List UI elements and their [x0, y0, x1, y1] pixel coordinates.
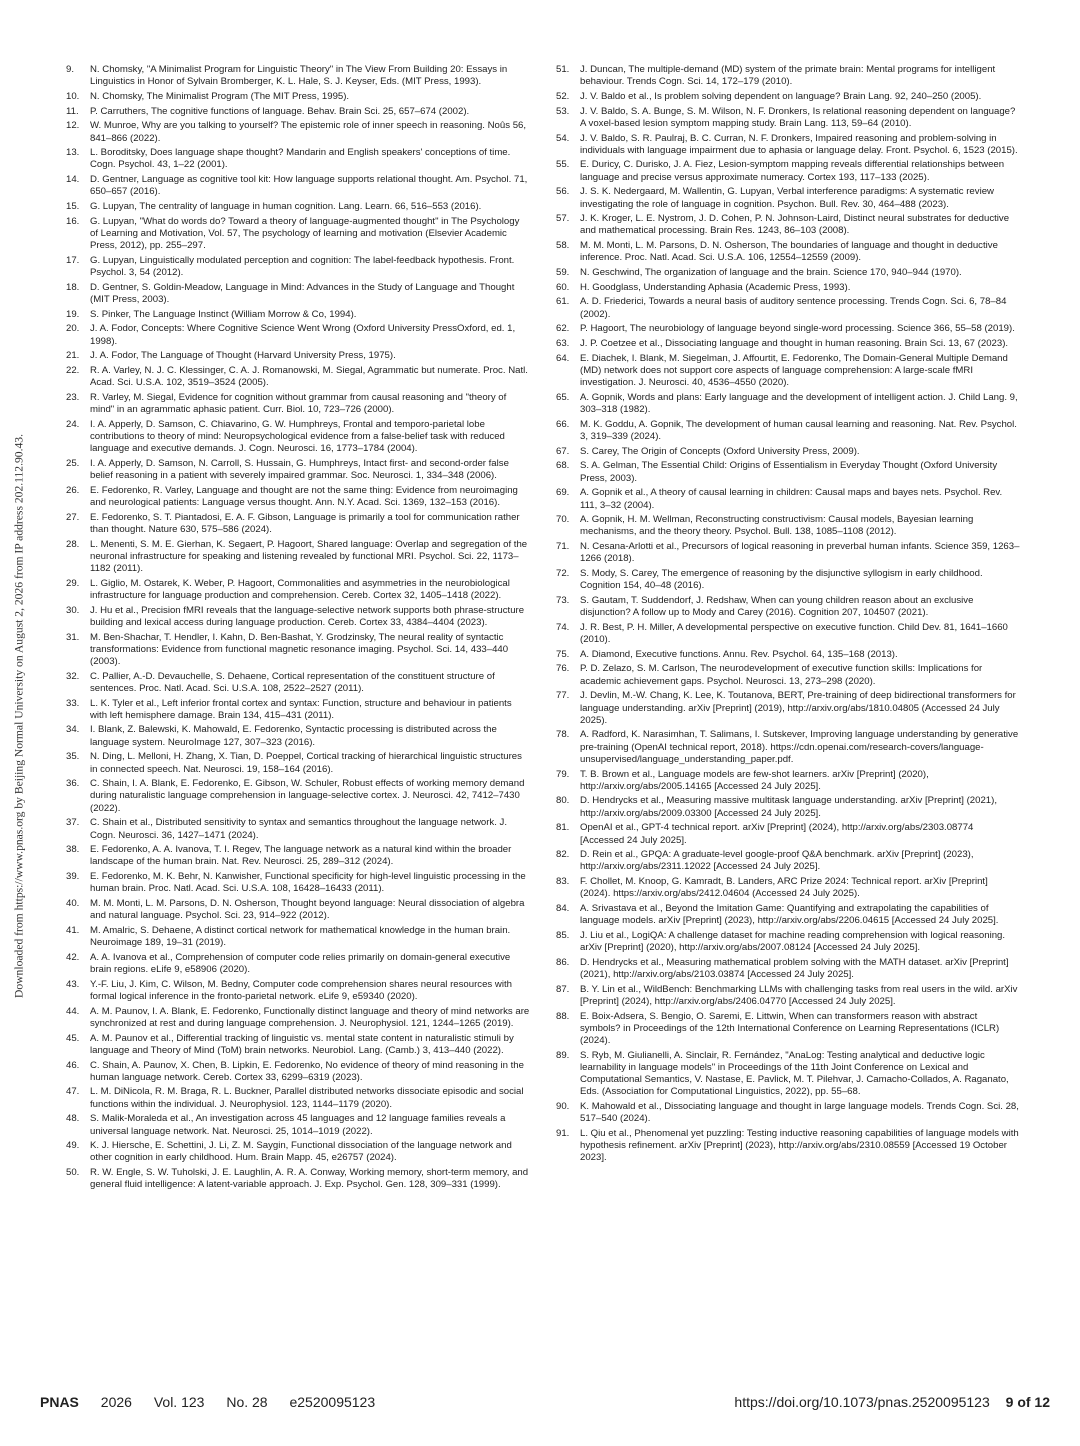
reference-text: M. K. Goddu, A. Gopnik, The development of human causal learning and reasoning. Nat. Rev. Psychol. 3, 319–339 (2024). — [580, 418, 1017, 442]
reference-text: S. Mody, S. Carey, The emergence of reasoning by the disjunctive syllogism in early childhood. Cognition 154, 40–48 (2016). — [580, 568, 983, 592]
reference-text: J. Duncan, The multiple-demand (MD) system of the primate brain: Mental programs for intelligent behaviour. Trends Cogn. Sci. 14, 172–179 (2010). — [580, 64, 996, 88]
reference-text: K. J. Hiersche, E. Schettini, J. Li, Z. M. Saygin, Functional dissociation of the language network and other cognition in early childhood. Hum. Brain Mapp. 45, e26757 (2024). — [90, 1140, 512, 1164]
references-column-right — [552, 64, 1020, 1167]
reference-number: 9. — [66, 64, 75, 75]
reference-text: A. Gopnik et al., A theory of causal learning in children: Causal maps and bayes nets. Psychol. Rev. 111, 3–32 (2004). — [580, 487, 1003, 511]
reference-item — [552, 282, 1020, 294]
reference-item — [62, 309, 530, 321]
references-column-left — [62, 64, 530, 1194]
reference-item — [62, 216, 530, 253]
reference-number: 90. — [556, 1101, 570, 1113]
reference-text: N. Chomsky, The Minimalist Program (The MIT Press, 1995). — [90, 90, 350, 102]
reference-number: 85. — [556, 930, 570, 941]
reference-item — [62, 1113, 530, 1137]
footer-article-id: e2520095123 — [289, 1394, 376, 1410]
reference-item — [552, 186, 1020, 210]
reference-text: E. Fedorenko, M. K. Behr, N. Kanwisher, Functional specificity for high-level linguistic processing in the human brain. Proc. Natl. Acad. Sci. U.S.A. 108, 16428–16433 (2011). — [90, 871, 526, 895]
reference-item — [552, 690, 1020, 727]
reference-text: J. V. Baldo, S. A. Bunge, S. M. Wilson, N. F. Dronkers, Is relational reasoning dependent on language? A voxel-based lesion symptom mapping study. Brain Lang. 113, 59–64 (2010). — [580, 105, 1016, 129]
reference-item — [552, 729, 1020, 766]
reference-item — [62, 64, 530, 88]
reference-number: 55. — [556, 159, 570, 171]
reference-number: 27. — [66, 511, 80, 523]
reference-text: L. Qiu et al., Phenomenal yet puzzling: Testing inductive reasoning capabilities of language models with hypothesis refinement. arXiv [Preprint] (2023), http://arxiv.org/abs/2310.08559 [Accessed 19 October 2023]. — [580, 1128, 1019, 1164]
reference-number: 11. — [66, 105, 79, 117]
reference-text: J. K. Kroger, L. E. Nystrom, J. D. Cohen, P. N. Johnson-Laird, Distinct neural substrates for deductive and mathematical processing. Brain Res. 1243, 86–103 (2008). — [580, 213, 1010, 237]
reference-item — [62, 174, 530, 198]
reference-text: A. Diamond, Executive functions. Annu. Rev. Psychol. 64, 135–168 (2013). — [580, 648, 898, 660]
reference-text: P. Carruthers, The cognitive functions of language. Behav. Brain Sci. 25, 657–674 (2002). — [90, 105, 470, 117]
reference-text: L. Boroditsky, Does language shape thought? Mandarin and English speakers' conceptions of time. Cogn. Psychol. 43, 1–22 (2001). — [90, 147, 511, 171]
reference-text: A. M. Paunov, I. A. Blank, E. Fedorenko, Functionally distinct language and theory of mind networks are synchronized at rest and during language comprehension. J. Neurophysiol. 121, 1244–1265 (2019). — [90, 1005, 530, 1029]
reference-number: 73. — [556, 594, 570, 606]
reference-text: A. D. Friederici, Towards a neural basis of auditory sentence processing. Trends Cogn. Sci. 6, 78–84 (2002). — [580, 296, 1007, 320]
reference-item — [552, 64, 1020, 88]
reference-number: 50. — [66, 1167, 80, 1179]
reference-number: 34. — [66, 724, 80, 736]
reference-number: 70. — [556, 514, 570, 526]
reference-number: 67. — [556, 445, 570, 457]
reference-text: I. A. Apperly, D. Samson, C. Chiavarino, G. W. Humphreys, Frontal and temporo-parietal lobe contributions to theory of mind: Neuropsychological evidence from a false-belief task with reduced language and executive demands. J. Cogn. Neurosci. 16, 1773–1784 (2004). — [90, 418, 505, 455]
reference-item — [552, 419, 1020, 443]
reference-item — [62, 485, 530, 509]
reference-text: N. Chomsky, "A Minimalist Program for Linguistic Theory" in The View From Building 20: Essays in Linguistics in Honor of Sylvain Bromberger, K. L. Hale, S. J. Keyser, Eds. (MIT Press, 1993). — [90, 64, 508, 88]
reference-number: 86. — [556, 956, 570, 968]
reference-number: 19. — [66, 308, 80, 320]
reference-item — [552, 622, 1020, 646]
reference-number: 13. — [66, 147, 80, 159]
reference-item — [552, 338, 1020, 350]
reference-text: G. Lupyan, "What do words do? Toward a theory of language-augmented thought" in The Psychology of Learning and Motivation, Vol. 57, The psychology of learning and motivation (Elsevier Academic Press, 2012), pp. 255–297. — [90, 215, 520, 252]
reference-number: 15. — [66, 201, 80, 213]
reference-number: 79. — [556, 768, 570, 780]
reference-text: R. Varley, M. Siegal, Evidence for cognition without grammar from causal reasoning and "theory of mind" in an agrammatic aphasic patient. Curr. Biol. 10, 723–726 (2000). — [90, 391, 507, 416]
reference-item — [552, 1011, 1020, 1048]
reference-item — [552, 460, 1020, 484]
reference-item — [62, 282, 530, 306]
footer-number: No. 28 — [226, 1394, 268, 1410]
reference-item — [552, 240, 1020, 264]
reference-item — [62, 147, 530, 171]
reference-text: J. V. Baldo, S. R. Paulraj, B. C. Curran, N. F. Dronkers, Impaired reasoning and problem-solving in individuals with language impairment due to aphasia or language delay. Front. Psychol. 6, 1523 (2015). — [580, 132, 1018, 156]
reference-number: 48. — [66, 1113, 80, 1125]
reference-number: 32. — [66, 670, 80, 682]
reference-item — [552, 957, 1020, 981]
reference-text: E. Fedorenko, R. Varley, Language and thought are not the same thing: Evidence from neuroimaging and neurological patients: Language versus thought. Ann. N.Y. Acad. Sci. 1369, 132–153 (2016). — [90, 484, 518, 508]
reference-text: M. M. Monti, L. M. Parsons, D. N. Osherson, The boundaries of language and thought in deductive inference. Proc. Natl. Acad. Sci. U.S.A. 106, 12554–12559 (2009). — [580, 240, 998, 264]
reference-text: A. A. Ivanova et al., Comprehension of computer code relies primarily on domain-general executive brain regions. eLife 9, e58906 (2020). — [90, 951, 511, 976]
reference-text: M. Amalric, S. Dehaene, A distinct cortical network for mathematical knowledge in the human brain. Neuroimage 189, 19–31 (2019). — [90, 925, 511, 949]
reference-item — [552, 323, 1020, 335]
reference-list-right — [552, 64, 1020, 1165]
reference-number: 38. — [66, 844, 80, 856]
reference-text: J. Devlin, M.-W. Chang, K. Lee, K. Toutanova, BERT, Pre-training of deep bidirectional transformers for language understanding. arXiv [Preprint] (2019), http://arxiv.org/abs/1810.04805 (Accessed 24 July 2025). — [580, 690, 1016, 726]
reference-number: 23. — [66, 391, 80, 403]
reference-item — [552, 795, 1020, 819]
reference-text: I. Blank, Z. Balewski, K. Mahowald, E. Fedorenko, Syntactic processing is distributed across the language system. NeuroImage 127, 307–323 (2016). — [90, 724, 497, 748]
reference-text: K. Mahowald et al., Dissociating language and thought in large language models. Trends Cogn. Sci. 28, 517–540 (2024). — [580, 1101, 1019, 1125]
reference-number: 84. — [556, 903, 570, 915]
reference-number: 20. — [66, 323, 80, 335]
reference-number: 72. — [556, 568, 570, 580]
reference-text: C. Shain, I. A. Blank, E. Fedorenko, E. Gibson, W. Schuler, Robust effects of working memory demand during naturalistic language comprehension in language-selective cortex. J. Neurosci. 42, 7412–7430 (2022). — [90, 778, 525, 814]
reference-text: L. K. Tyler et al., Left inferior frontal cortex and syntax: Function, structure and behaviour in patients with left hemisphere damage. Brain 134, 415–431 (2011). — [90, 697, 512, 721]
reference-number: 61. — [556, 296, 570, 308]
reference-number: 26. — [66, 484, 80, 496]
reference-item — [552, 984, 1020, 1008]
reference-number: 71. — [556, 541, 570, 553]
reference-item — [62, 91, 530, 103]
reference-number: 44. — [66, 1005, 80, 1017]
reference-item — [62, 392, 530, 416]
reference-text: G. Lupyan, The centrality of language in human cognition. Lang. Learn. 66, 516–553 (2016). — [90, 201, 482, 213]
reference-item — [62, 539, 530, 576]
reference-text: R. A. Varley, N. J. C. Klessinger, C. A. J. Romanowski, M. Siegal, Agrammatic but numerate. Proc. Natl. Acad. Sci. U.S.A. 102, 3519–3524 (2005). — [90, 364, 528, 389]
reference-item — [62, 952, 530, 976]
reference-number: 51. — [556, 64, 570, 75]
reference-number: 16. — [66, 215, 80, 227]
reference-item — [62, 979, 530, 1003]
reference-item — [552, 903, 1020, 927]
reference-text: D. Gentner, S. Goldin-Meadow, Language in Mind: Advances in the Study of Language and Thought (MIT Press, 2003). — [90, 281, 515, 305]
reference-number: 76. — [556, 663, 570, 675]
reference-number: 49. — [66, 1140, 80, 1152]
reference-item — [62, 724, 530, 748]
reference-number: 69. — [556, 487, 570, 499]
reference-item — [62, 365, 530, 389]
reference-text: S. Ryb, M. Giulianelli, A. Sinclair, R. Fernández, "AnaLog: Testing analytical and deductive logic learnability in language models" in Proceedings of the 11th Joint Conference on Lexical and Computational Semantics, V. Nastase, E. Pavlick, M. T. Pilehvar, J. Camacho-Collados, A. Raganato, Eds. (Association for Computational Linguistics, 2022), pp. 55–68. — [580, 1049, 1009, 1098]
reference-number: 18. — [66, 281, 80, 293]
reference-text: R. W. Engle, S. W. Tuholski, J. E. Laughlin, A. R. A. Conway, Working memory, short-term memory, and general fluid intelligence: A latent-variable approach. J. Exp. Psychol. Gen. 128, 309–331 (1999). — [90, 1167, 529, 1191]
reference-text: J. S. K. Nedergaard, M. Wallentin, G. Lupyan, Verbal interference paradigms: A systematic review investigating the role of language in cognition. Psychon. Bull. Rev. 30, 464–488 (2023). — [580, 186, 994, 210]
download-notice — [8, 76, 30, 1356]
footer-doi-block — [734, 1394, 1050, 1410]
reference-number: 53. — [556, 105, 570, 117]
reference-item — [62, 751, 530, 775]
reference-item — [62, 1033, 530, 1057]
reference-text: J. V. Baldo et al., Is problem solving dependent on language? Brain Lang. 92, 240–250 (2005). — [580, 90, 982, 102]
reference-number: 37. — [66, 817, 80, 829]
reference-number: 54. — [556, 132, 570, 144]
reference-number: 10. — [66, 90, 80, 102]
reference-number: 22. — [66, 364, 80, 376]
reference-number: 89. — [556, 1049, 570, 1061]
reference-number: 42. — [66, 951, 80, 963]
reference-text: S. Malik-Moraleda et al., An investigation across 45 languages and 12 language families reveals a universal language network. Nat. Neurosci. 25, 1014–1019 (2022). — [90, 1113, 506, 1137]
reference-item — [62, 323, 530, 347]
reference-number: 77. — [556, 690, 570, 702]
reference-text: A. Gopnik, H. M. Wellman, Reconstructing constructivism: Causal models, Bayesian learning mechanisms, and the theory theory. Psychol. Bull. 138, 1085–1108 (2012). — [580, 514, 974, 538]
reference-number: 64. — [556, 352, 570, 364]
reference-number: 63. — [556, 338, 570, 350]
reference-number: 40. — [66, 898, 80, 910]
reference-number: 87. — [556, 983, 570, 995]
reference-number: 83. — [556, 876, 570, 888]
reference-item — [62, 255, 530, 279]
reference-item — [62, 578, 530, 602]
footer-year: 2026 — [100, 1394, 132, 1410]
reference-text: L. Giglio, M. Ostarek, K. Weber, P. Hagoort, Commonalities and asymmetries in the neurobiological infrastructure for language production and comprehension. Cereb. Cortex 32, 1405–1418 (2022). — [90, 577, 510, 601]
reference-text: OpenAI et al., GPT-4 technical report. arXiv [Preprint] (2024), http://arxiv.org/abs/2303.08774 [Accessed 24 July 2025]. — [580, 822, 974, 846]
reference-text: D. Rein et al., GPQA: A graduate-level google-proof Q&A benchmark. arXiv [Preprint] (2023), http://arxiv.org/abs/2311.12022 [Accessed 24 July 2025]. — [580, 849, 974, 873]
reference-item — [552, 392, 1020, 416]
reference-text: N. Ding, L. Melloni, H. Zhang, X. Tian, D. Poeppel, Cortical tracking of hierarchical linguistic structures in connected speech. Nat. Neurosci. 19, 158–164 (2016). — [90, 751, 522, 775]
reference-text: P. Hagoort, The neurobiology of language beyond single-word processing. Science 366, 55–58 (2019). — [580, 323, 1015, 335]
reference-text: E. Fedorenko, S. T. Piantadosi, E. A. F. Gibson, Language is primarily a tool for communication rather than thought. Nature 630, 575–586 (2024). — [90, 511, 520, 535]
reference-text: M. Ben-Shachar, T. Hendler, I. Kahn, D. Ben-Bashat, Y. Grodzinsky, The neural reality of syntactic transformations: Evidence from functional magnetic resonance imaging. Psychol. Sci. 14, 433–440 (2003). — [90, 631, 509, 667]
reference-text: N. Geschwind, The organization of language and the brain. Science 170, 940–944 (1970). — [580, 267, 962, 279]
reference-item — [62, 201, 530, 213]
reference-number: 24. — [66, 418, 80, 430]
reference-text: J. Hu et al., Precision fMRI reveals that the language-selective network supports both phrase-structure building and lexical access during language production. Cereb. Cortex 33, 4384–4404 (2023). — [90, 604, 525, 628]
reference-item — [62, 1167, 530, 1191]
reference-text: A. M. Paunov et al., Differential tracking of linguistic vs. mental state content in naturalistic stimuli by language and Theory of Mind (ToM) brain networks. Neurobiol. Lang. (Camb.) 3, 413–440 (2022). — [90, 1032, 514, 1056]
reference-item — [62, 120, 530, 144]
reference-item — [552, 595, 1020, 619]
reference-text: E. Boix-Adsera, S. Bengio, O. Saremi, E. Littwin, When can transformers reason with abstract symbols? in Proceedings of the 12th International Conference on Learning Representations (ICLR) (2024). — [580, 1010, 1000, 1047]
reference-text: S. A. Gelman, The Essential Child: Origins of Essentialism in Everyday Thought (Oxford University Press, 2003). — [580, 460, 998, 484]
reference-text: J. A. Fodor, Concepts: Where Cognitive Science Went Wrong (Oxford University PressOxford, ed. 1, 1998). — [90, 323, 516, 347]
reference-item — [62, 898, 530, 922]
reference-item — [552, 849, 1020, 873]
reference-text: Y.-F. Liu, J. Kim, C. Wilson, M. Bedny, Computer code comprehension shares neural resources with formal logical inference in the fronto-parietal network. eLife 9, e59340 (2020). — [90, 978, 512, 1003]
reference-item — [552, 930, 1020, 954]
reference-item — [62, 512, 530, 536]
reference-item — [552, 91, 1020, 103]
reference-number: 41. — [66, 925, 80, 936]
reference-text: M. M. Monti, L. M. Parsons, D. N. Osherson, Thought beyond language: Neural dissociation of algebra and natural language. Psychol. Sci. 23, 914–922 (2012). — [90, 898, 525, 922]
reference-text: S. Carey, The Origin of Concepts (Oxford University Press, 2009). — [580, 445, 860, 457]
reference-text: D. Hendrycks et al., Measuring massive multitask language understanding. arXiv [Preprint] (2021), http://arxiv.org/abs/2009.03300 [Accessed 24 July 2025]. — [580, 795, 997, 819]
reference-item — [62, 844, 530, 868]
reference-text: E. Fedorenko, A. A. Ivanova, T. I. Regev, The language network as a natural kind within the broader landscape of the human brain. Nat. Rev. Neurosci. 25, 289–312 (2024). — [90, 844, 512, 868]
reference-item — [62, 698, 530, 722]
reference-text: F. Chollet, M. Knoop, G. Kamradt, B. Landers, ARC Prize 2024: Technical report. arXiv [Preprint] (2024). https://arxiv.org/abs/2412.04604 (Accessed 24 July 2025). — [580, 876, 988, 900]
reference-item — [552, 1050, 1020, 1099]
reference-number: 91. — [556, 1128, 570, 1140]
reference-item — [552, 769, 1020, 793]
reference-number: 65. — [556, 391, 570, 403]
journal-name: PNAS — [40, 1394, 79, 1410]
reference-text: J. A. Fodor, The Language of Thought (Harvard University Press, 1975). — [90, 350, 396, 362]
reference-item — [552, 1128, 1020, 1165]
reference-number: 81. — [556, 822, 570, 834]
reference-item — [552, 822, 1020, 846]
reference-text: S. Pinker, The Language Instinct (William Morrow & Co, 1994). — [90, 308, 357, 320]
reference-text: S. Gautam, T. Suddendorf, J. Redshaw, When can young children reason about an exclusive disjunction? A follow up to Mody and Carey (2016). Cognition 207, 104507 (2021). — [580, 594, 974, 619]
reference-text: L. Menenti, S. M. E. Gierhan, K. Segaert, P. Hagoort, Shared language: Overlap and segregation of the neuronal infrastructure for speaking and listening revealed by functional MRI. Psychol. Sci. 22, 1173–1182 (2011). — [90, 538, 528, 575]
reference-item — [62, 1140, 530, 1164]
reference-number: 29. — [66, 577, 80, 589]
reference-number: 33. — [66, 697, 80, 709]
reference-item — [62, 778, 530, 815]
download-notice-text: Downloaded from https://www.pnas.org by Beijing Normal University on August 2, 2026 from IP address 202.112.90.43. — [12, 434, 26, 998]
page-number: 9 of 12 — [1005, 1394, 1050, 1410]
reference-item — [552, 213, 1020, 237]
reference-item — [62, 632, 530, 669]
reference-number: 74. — [556, 621, 570, 633]
footer-volume: Vol. 123 — [153, 1394, 205, 1410]
reference-text: C. Shain et al., Distributed sensitivity to syntax and semantics throughout the language network. J. Cogn. Neurosci. 36, 1427–1471 (2024). — [90, 817, 508, 841]
reference-item — [62, 671, 530, 695]
reference-number: 46. — [66, 1059, 80, 1071]
reference-item — [62, 871, 530, 895]
reference-item — [552, 1101, 1020, 1125]
reference-text: A. Radford, K. Narasimhan, T. Salimans, I. Sutskever, Improving language understanding by generative pre-training (OpenAI technical report, 2018). https://cdn.openai.com/research-covers/language-unsupervised/language_understanding_paper.pdf. — [580, 729, 1019, 765]
reference-text: A. Srivastava et al., Beyond the Imitation Game: Quantifying and extrapolating the capabilities of language models. arXiv [Preprint] (2023), http://arxiv.org/abs/2206.04615 [Accessed 24 July 2025]. — [580, 903, 999, 927]
reference-number: 66. — [556, 418, 570, 430]
reference-number: 39. — [66, 871, 80, 883]
reference-text: B. Y. Lin et al., WildBench: Benchmarking LLMs with challenging tasks from real users in the wild. arXiv [Preprint] (2024), http://arxiv.org/abs/2406.04770 [Accessed 24 July 2025]. — [580, 983, 1018, 1008]
reference-number: 60. — [556, 281, 570, 293]
reference-item — [552, 353, 1020, 390]
reference-number: 35. — [66, 751, 80, 763]
reference-item — [552, 663, 1020, 687]
reference-item — [62, 605, 530, 629]
reference-list-left — [62, 64, 530, 1192]
reference-text: P. D. Zelazo, S. M. Carlson, The neurodevelopment of executive function skills: Implications for academic achievement gaps. Psychol. Neurosci. 13, 273–298 (2020). — [580, 663, 983, 687]
reference-text: D. Hendrycks et al., Measuring mathematical problem solving with the MATH dataset. arXiv [Preprint] (2021), http://arxiv.org/abs/2103.03874 [Accessed 24 July 2025]. — [580, 956, 1009, 981]
reference-number: 80. — [556, 795, 570, 807]
reference-text: D. Gentner, Language as cognitive tool kit: How language supports relational thought. Am. Psychol. 71, 650–657 (2016). — [90, 174, 528, 198]
reference-number: 62. — [556, 323, 570, 335]
reference-item — [552, 106, 1020, 130]
reference-item — [552, 487, 1020, 511]
reference-item — [552, 159, 1020, 183]
reference-item — [62, 1006, 530, 1030]
reference-item — [552, 541, 1020, 565]
reference-text: I. A. Apperly, D. Samson, N. Carroll, S. Hussain, G. Humphreys, Intact first- and second-order false belief reasoning in a patient with severely impaired grammar. Soc. Neurosci. 1, 334–348 (2006). — [90, 457, 509, 482]
reference-text: J. R. Best, P. H. Miller, A developmental perspective on executive function. Child Dev. 81, 1641–1660 (2010). — [580, 621, 1008, 646]
reference-number: 30. — [66, 604, 80, 616]
reference-text: T. B. Brown et al., Language models are few-shot learners. arXiv [Preprint] (2020), http://arxiv.org/abs/2005.14165 [Accessed 24 July 2025]. — [580, 768, 929, 792]
reference-text: N. Cesana-Arlotti et al., Precursors of logical reasoning in preverbal human infants. Science 359, 1263–1266 (2018). — [580, 541, 1020, 565]
reference-item — [62, 817, 530, 841]
doi-link[interactable]: https://doi.org/10.1073/pnas.2520095123 — [734, 1394, 990, 1410]
reference-text: C. Shain, A. Paunov, X. Chen, B. Lipkin, E. Fedorenko, No evidence of theory of mind reasoning in the human language network. Cereb. Cortex 33, 6299–6319 (2023). — [90, 1059, 524, 1083]
reference-number: 59. — [556, 267, 570, 279]
reference-item — [62, 925, 530, 949]
reference-number: 21. — [66, 350, 80, 362]
reference-item — [552, 446, 1020, 458]
reference-item — [552, 514, 1020, 538]
reference-text: E. Diachek, I. Blank, M. Siegelman, J. Affourtit, E. Fedorenko, The Domain-General Multiple Demand (MD) network does not support core aspects of language comprehension: A large-scale fMRI investigation. J. Neurosci. 40, 4536–4550 (2020). — [580, 352, 1008, 389]
reference-number: 88. — [556, 1010, 570, 1022]
reference-item — [552, 133, 1020, 157]
reference-number: 52. — [556, 90, 570, 102]
reference-number: 28. — [66, 538, 80, 550]
reference-number: 58. — [556, 240, 570, 252]
reference-number: 36. — [66, 778, 80, 790]
reference-number: 43. — [66, 978, 80, 990]
reference-number: 57. — [556, 213, 570, 225]
reference-number: 75. — [556, 648, 570, 660]
reference-item — [62, 458, 530, 482]
footer-citation — [40, 1394, 393, 1410]
reference-number: 78. — [556, 729, 570, 741]
reference-number: 82. — [556, 849, 570, 861]
reference-number: 45. — [66, 1032, 80, 1044]
reference-text: A. Gopnik, Words and plans: Early language and the development of intelligent action. J. Child Lang. 9, 303–318 (1982). — [580, 391, 1018, 416]
reference-item — [62, 106, 530, 118]
reference-item — [552, 649, 1020, 661]
reference-number: 17. — [66, 254, 80, 266]
reference-item — [62, 1086, 530, 1110]
reference-text: L. M. DiNicola, R. M. Braga, R. L. Buckner, Parallel distributed networks dissociate episodic and social functions within the individual. J. Neurophysiol. 123, 1144–1179 (2020). — [90, 1086, 524, 1110]
reference-text: J. P. Coetzee et al., Dissociating language and thought in human reasoning. Brain Sci. 13, 67 (2023). — [580, 338, 1009, 350]
reference-item — [552, 876, 1020, 900]
reference-number: 12. — [66, 120, 80, 132]
reference-text: G. Lupyan, Linguistically modulated perception and cognition: The label-feedback hypothesis. Front. Psychol. 3, 54 (2012). — [90, 254, 515, 279]
reference-item — [62, 419, 530, 456]
reference-text: H. Goodglass, Understanding Aphasia (Academic Press, 1993). — [580, 281, 851, 293]
reference-text: J. Liu et al., LogiQA: A challenge dataset for machine reading comprehension with logical reasoning. arXiv [Preprint] (2020), http://arxiv.org/abs/2007.08124 [Accessed 24 July 2025]. — [580, 930, 1006, 954]
reference-number: 14. — [66, 174, 80, 186]
reference-number: 56. — [556, 186, 570, 198]
reference-text: E. Duricy, C. Durisko, J. A. Fiez, Lesion-symptom mapping reveals differential relationships between language and precise versus approximate numeracy. Cortex 193, 117–133 (2025). — [580, 159, 1005, 183]
reference-item — [62, 350, 530, 362]
page-footer — [40, 1394, 1050, 1416]
reference-number: 31. — [66, 631, 80, 643]
reference-number: 47. — [66, 1086, 80, 1098]
reference-item — [552, 267, 1020, 279]
reference-text: W. Munroe, Why are you talking to yourself? The epistemic role of inner speech in reasoning. Noûs 56, 841–866 (2022). — [90, 120, 527, 144]
reference-number: 68. — [556, 460, 570, 472]
reference-item — [552, 568, 1020, 592]
reference-text: C. Pallier, A.-D. Devauchelle, S. Dehaene, Cortical representation of the constituent structure of sentences. Proc. Natl. Acad. Sci. U.S.A. 108, 2522–2527 (2011). — [90, 670, 495, 694]
reference-number: 25. — [66, 457, 80, 469]
reference-item — [552, 296, 1020, 320]
reference-item — [62, 1060, 530, 1084]
